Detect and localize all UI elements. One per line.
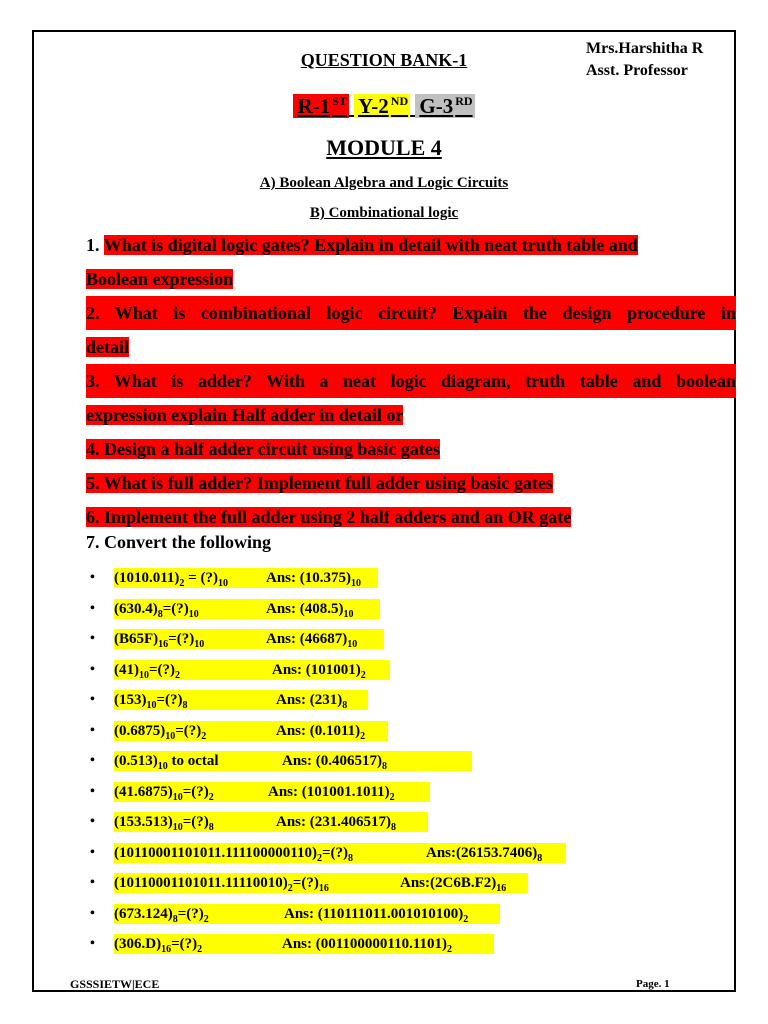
question-7: 7. Convert the following [86,532,271,552]
question-2-line-2: detail [86,337,129,357]
question-1-line-2: Boolean expression [86,269,234,289]
subtitle-a: A) Boolean Algebra and Logic Circuits [259,175,509,191]
list-item: • $(153)_{10}=(?)_8$ Ans: $(231)_8$ [86,688,736,719]
list-item: • $(306.D)_{16}=(?)_2$ Ans: $(001100000110.1101)_2$ [86,932,736,963]
question-2-line-1: 2. What is combinational logic circuit? Expain the design procedure in [86,296,736,330]
conversion-list [86,566,736,963]
legend-red: R-1 $^{ST}$ [293,94,348,118]
list-item: • $(630.4)_8=(?)_{10}$ Ans: $(408.5)_{10}$ [86,597,736,628]
list-item: • $(153.513)_{10}=(?)_8$ Ans: $(231.406517)_8$ [86,810,736,841]
list-item: • $(B65F)_{16}=(?)_{10}$ Ans: $(46687)_{10}$ [86,627,736,658]
question-5: 5. What is full adder? Implement full adder using basic gates [86,473,553,493]
list-item: • $(1010.011)_2$ = $(?)_{10}$ Ans: $(10.375)_{10}$ [86,566,736,597]
question-6: 6. Implement the full adder using 2 half adders and an OR gate [86,507,572,527]
page-number: Page. 1 [636,978,670,990]
question-1-line-1: 1. What is digital logic gates? Explain in detail with neat truth table and [86,235,638,255]
list-item: • $(41.6875)_{10}=(?)_2$ Ans: $(101001.1011)_2$ [86,780,736,811]
subtitle-b: B) Combinational logic [309,205,459,221]
legend-green: G-3 $^{RD}$ [415,94,474,118]
list-item: • $(0.513)_{10}$ to octal Ans: $(0.406517)_8$ [86,749,736,780]
list-item: • $(673.124)_8=(?)_2$ Ans: $(110111011.001010100)_2$ [86,902,736,933]
question-list [86,228,736,534]
difficulty-legend [0,94,768,119]
list-item: • $(41)_{10}=(?)_2$ Ans: $(101001)_2$ [86,658,736,689]
footer-institution: GSSSIETW|ECE [70,977,160,991]
legend-yellow: Y-2 $^{ND}$ [354,94,410,118]
module-heading: MODULE 4 [326,135,442,160]
list-item: • $(10110001101011.111100000110)_2=(?)_8$ $Ans:(26153.7406)_8$ [86,841,736,872]
question-3-line-2: expression explain Half adder in detail or [86,405,404,425]
author-name: Mrs.Harshitha R [586,40,704,57]
list-item: • $(0.6875)_{10}=(?)_2$ Ans: $(0.1011)_2$ [86,719,736,750]
author-title: Asst. Professor [586,62,688,79]
question-4: 4. Design a half adder circuit using basic gates [86,439,440,459]
question-3-line-1: 3. What is adder? With a neat logic diagram, truth table and boolean [86,364,736,398]
list-item: • $(10110001101011.11110010)_2=(?)_{16}$ $Ans:(2C6B.F2)_{16}$ [86,871,736,902]
page-title: QUESTION BANK-1 [300,50,468,70]
